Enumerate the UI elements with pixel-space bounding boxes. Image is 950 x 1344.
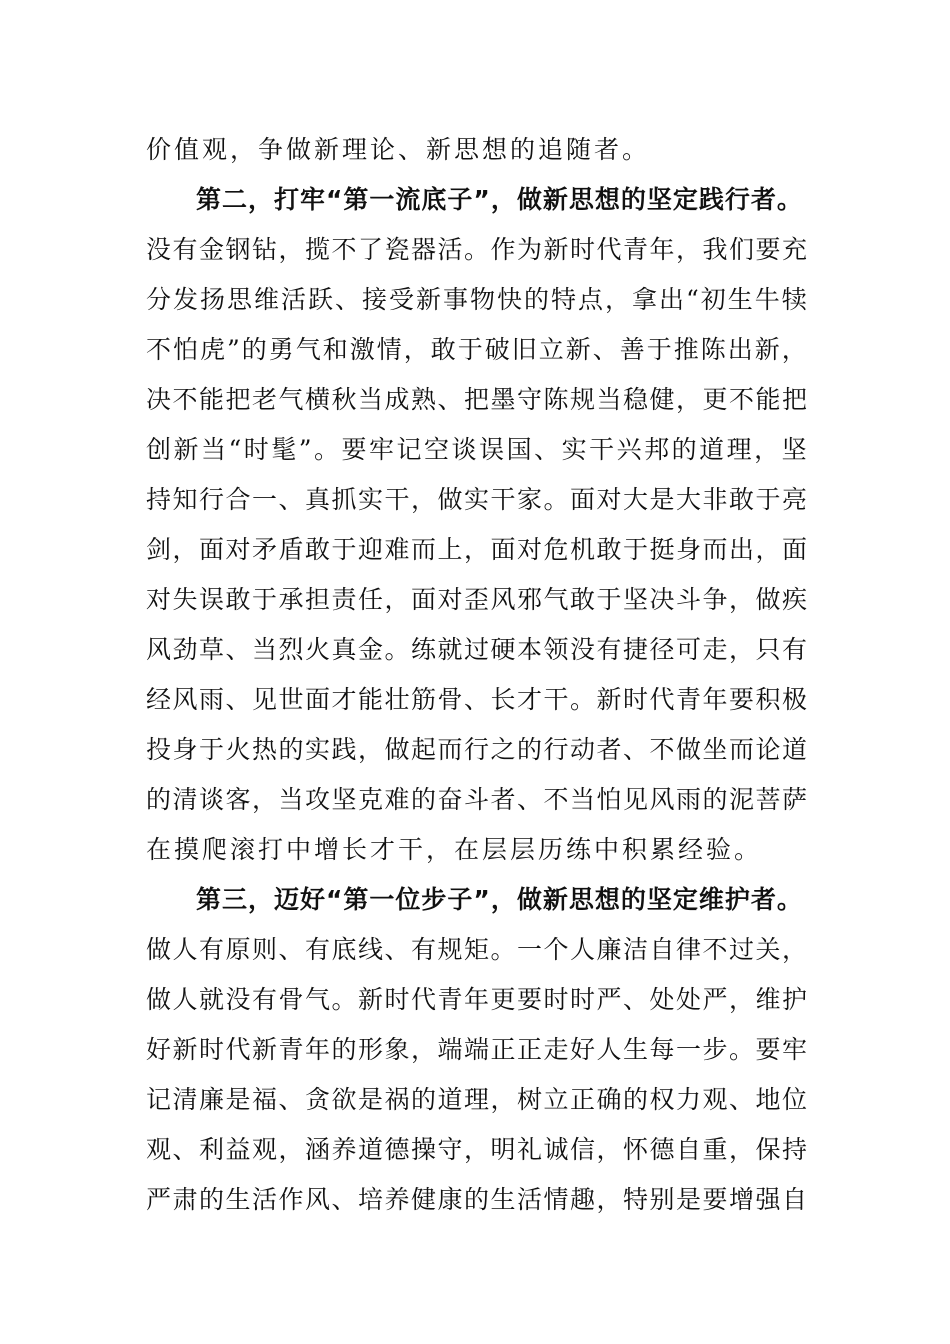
text-line: 观、利益观，涵养道德操守，明礼诚信，怀德自重，保持 <box>146 1135 809 1164</box>
text-line: 投身于火热的实践，做起而行之的行动者、不做坐而论道 <box>146 735 809 764</box>
section-heading: 第三，迈好“第一位步子”，做新思想的坚定维护者。 <box>196 885 803 914</box>
text-line: 价值观，争做新理论、新思想的追随者。 <box>146 135 651 164</box>
text-line: 分发扬思维活跃、接受新事物快的特点，拿出“初生牛犊 <box>146 285 809 314</box>
text-line: 对失误敢于承担责任，面对歪风邪气敢于坚决斗争，做疾 <box>146 585 809 614</box>
text-line: 决不能把老气横秋当成熟、把墨守陈规当稳健，更不能把 <box>146 385 809 414</box>
text-line: 持知行合一、真抓实干，做实干家。面对大是大非敢于亮 <box>146 485 809 514</box>
text-line: 剑，面对矛盾敢于迎难而上，面对危机敢于挺身而出，面 <box>146 535 809 564</box>
text-line: 在摸爬滚打中增长才干，在层层历练中积累经验。 <box>146 835 763 864</box>
text-line: 创新当“时髦”。要牢记空谈误国、实干兴邦的道理，坚 <box>146 435 810 464</box>
text-line: 记清廉是福、贪欲是祸的道理，树立正确的权力观、地位 <box>146 1085 809 1114</box>
text-line: 风劲草、当烈火真金。练就过硬本领没有捷径可走，只有 <box>146 635 809 664</box>
text-line: 经风雨、见世面才能壮筋骨、长才干。新时代青年要积极 <box>146 685 809 714</box>
text-line: 好新时代新青年的形象，端端正正走好人生每一步。要牢 <box>146 1035 809 1064</box>
text-line: 严肃的生活作风、培养健康的生活情趣，特别是要增强自 <box>146 1185 809 1214</box>
text-line: 的清谈客，当攻坚克难的奋斗者、不当怕见风雨的泥菩萨 <box>146 785 809 814</box>
text-line: 做人有原则、有底线、有规矩。一个人廉洁自律不过关， <box>146 935 809 964</box>
section-heading: 第二，打牢“第一流底子”，做新思想的坚定践行者。 <box>196 185 803 214</box>
text-line: 不怕虎”的勇气和激情，敢于破旧立新、善于推陈出新， <box>146 335 809 364</box>
text-line: 做人就没有骨气。新时代青年更要时时严、处处严，维护 <box>146 985 809 1014</box>
text-line: 没有金钢钻，揽不了瓷器活。作为新时代青年，我们要充 <box>146 235 809 264</box>
